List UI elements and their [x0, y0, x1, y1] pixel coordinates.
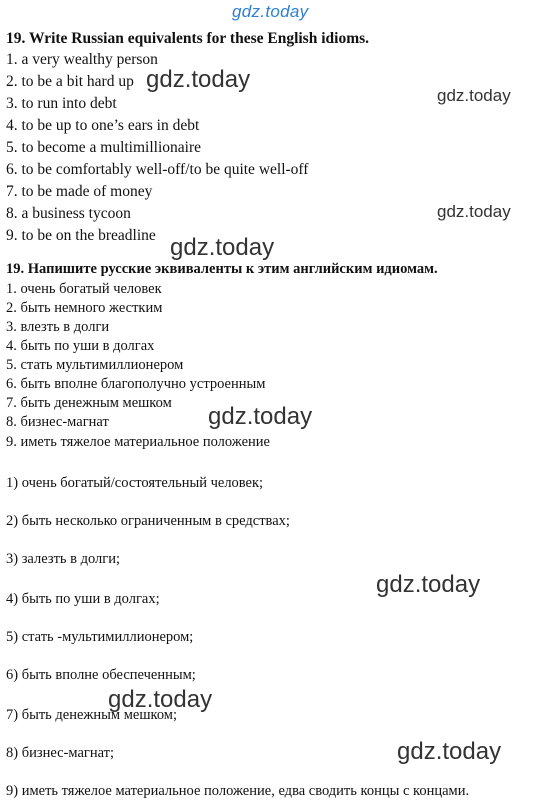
watermark: gdz.today: [437, 202, 511, 221]
watermark: gdz.today: [208, 403, 313, 430]
russian-heading: 19. Напишите русские эквиваленты к этим английским идиомам.: [6, 261, 438, 277]
watermark: gdz.today: [108, 686, 213, 713]
answer-item: 1) очень богатый/состоятельный человек;: [6, 475, 264, 491]
answer-item: 7) быть денежным мешком;: [6, 707, 177, 723]
russian-item: 8. бизнес-магнат: [6, 414, 109, 430]
russian-item: 9. иметь тяжелое материальное положение: [6, 434, 270, 450]
russian-item: 5. стать мультимиллионером: [6, 357, 184, 373]
russian-item: 3. влезть в долги: [6, 319, 110, 335]
russian-item: 1. очень богатый человек: [6, 281, 162, 297]
russian-item: 7. быть денежным мешком: [6, 395, 172, 411]
watermark: gdz.today: [146, 66, 251, 93]
answer-item: 3) залезть в долги;: [6, 551, 121, 567]
site-logo: gdz.today: [232, 2, 309, 21]
english-item: 1. a very wealthy person: [6, 51, 158, 68]
answer-item: 8) бизнес-магнат;: [6, 745, 115, 761]
answer-item: 6) быть вполне обеспеченным;: [6, 667, 196, 683]
english-item: 7. to be made of money: [6, 183, 153, 200]
answer-item: 9) иметь тяжелое материальное положение, едва сводить концы с концами.: [6, 783, 470, 799]
watermark: gdz.today: [170, 234, 275, 261]
answer-item: 4) быть по уши в долгах;: [6, 591, 160, 607]
english-item: 5. to become a multimillionaire: [6, 139, 201, 156]
russian-item: 2. быть немного жестким: [6, 300, 163, 316]
english-item: 3. to run into debt: [6, 95, 117, 112]
answer-item: 2) быть несколько ограниченным в средствах;: [6, 513, 290, 529]
russian-item: 4. быть по уши в долгах: [6, 338, 155, 354]
english-item: 8. a business tycoon: [6, 205, 131, 222]
english-item: 6. to be comfortably well-off/to be quite well-off: [6, 161, 309, 178]
watermark: gdz.today: [437, 86, 511, 105]
watermark: gdz.today: [397, 738, 502, 765]
english-item: 4. to be up to one’s ears in debt: [6, 117, 200, 134]
english-heading: 19. Write Russian equivalents for these English idioms.: [6, 30, 370, 47]
english-item: 9. to be on the breadline: [6, 227, 156, 244]
answer-item: 5) стать -мультимиллионером;: [6, 629, 194, 645]
watermark: gdz.today: [376, 571, 481, 598]
russian-item: 6. быть вполне благополучно устроенным: [6, 376, 266, 392]
english-item: 2. to be a bit hard up: [6, 73, 134, 90]
